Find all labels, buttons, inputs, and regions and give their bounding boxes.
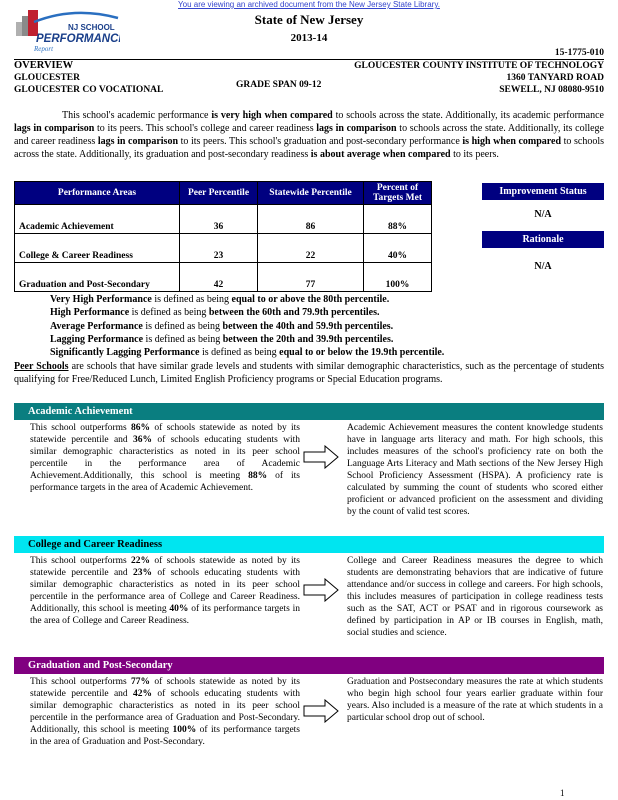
definition-connector: is defined as being [151,294,232,305]
cell-statewide: 86 [258,205,364,234]
definition-line [50,293,444,306]
section-measure-description: Graduation and Postsecondary measures the rate at which students who begin high school four years earlier graduate within four years. Also included is a measure of the rate at which students in a particular school drop out of school. [347,677,603,723]
cell-peer: 36 [180,205,258,234]
definition-connector: is defined as being [142,320,223,332]
summary-run: of its performance targets in the area of College and Career Readiness. [30,604,300,626]
logo-line3: Report [34,45,54,53]
intro-run: to its peers. [450,149,499,160]
performance-definitions [50,293,444,359]
summary-run: This school outperforms [30,423,132,433]
definition-term: Lagging Performance [50,333,144,345]
summary-run: 22% [131,556,151,566]
definition-line [50,346,444,359]
summary-run: 86% [131,423,151,433]
col-targets-met: Percent of Targets Met [364,182,432,205]
definition-line [50,306,444,319]
school-name: GLOUCESTER COUNTY INSTITUTE OF TECHNOLOGY [354,61,604,71]
definition-term: Significantly Lagging Performance [50,347,200,359]
definition-line [50,320,444,333]
page-title: State of New Jersey [254,12,364,27]
col-peer-percentile: Peer Percentile [180,182,258,205]
page-number: 1 [560,788,565,798]
cell-targets: 100% [364,263,432,292]
summary-run: of its performance targets in the area of Graduation and Post-Secondary. [30,725,300,747]
summary-run: of its performance targets in the area of Academic Achievement. [30,471,300,493]
county-name: GLOUCESTER [14,73,80,83]
cell-peer: 42 [180,263,258,292]
section-measure-description: College and Career Readiness measures the degree to which students are demonstrating behaviors that are indicative of future attendance and/or success in college and careers. For high schools, this includes measures of participation in college readiness tests such as the SAT, ACT or PSAT and in rigorous coursework as defined by participation in AP or IB courses in English, math, social studies and science. [347,556,603,638]
section-header: Graduation and Post-Secondary [14,657,604,674]
summary-run: of schools educating students with similar demographic characteristics as noted in its peer school percentile in the performance area of Academic Achievement.Additionally, this school is meeting [30,435,300,481]
summary-run: This school outperforms [30,677,132,687]
intro-run: is about average when compared [310,149,451,160]
cell-targets: 40% [364,234,432,263]
summary-run: of schools educating students with similar demographic characteristics as noted in its peer school percentile in the performance area of College and Career Readiness. Additionally, this school is meeting [30,568,300,614]
cell-statewide: 22 [258,234,364,263]
summary-run: 88% [248,471,268,481]
performance-table [14,181,432,292]
improvement-status-value: N/A [534,209,552,220]
summary-run: of schools educating students with similar demographic characteristics as noted in its peer school percentile in the performance area of Graduation and Post-Secondary. Additionally, this school is meeting [30,689,300,735]
summary-run: This school outperforms [30,556,132,566]
definition-rule: equal to or above the 80th percentile. [231,294,390,305]
intro-run: lags in comparison [14,123,95,134]
section-school-summary [30,422,300,494]
intro-run: is high when compared [462,136,562,147]
performance-table-header [15,182,432,205]
intro-run: to schools across the state. Additionally, its graduation and post-secondary readiness [14,136,605,160]
col-statewide-percentile: Statewide Percentile [258,182,364,205]
district-name: GLOUCESTER CO VOCATIONAL [14,85,164,95]
cell-statewide: 77 [258,263,364,292]
definition-rule: equal to or below the 19.9th percentile. [279,347,445,359]
definition-connector: is defined as being [143,333,223,345]
cell-area: College & Career Readiness [15,234,180,263]
intro-run: This school's academic performance [62,110,212,121]
section-school-summary [30,555,300,627]
overview-rule [14,59,604,60]
col-performance-areas: Performance Areas [15,182,180,205]
overview-summary [14,109,604,161]
definition-connector: is defined as being [129,307,209,319]
school-address: 1360 TANYARD ROAD [506,73,604,83]
school-city: SEWELL, NJ 08080-9510 [499,85,604,95]
intro-run: to schools across the state. Additionally, its college and career readiness [14,123,604,147]
section-school-summary [30,676,300,748]
definition-rule: between the 20th and 39.9th percentiles. [222,333,394,345]
section-header: Academic Achievement [14,403,604,420]
cell-area: Academic Achievement [15,205,180,234]
rationale-value: N/A [534,261,552,272]
definition-term: Average Performance [50,320,143,332]
summary-run: 77% [131,677,151,687]
table-row [15,263,432,292]
definition-term: High Performance [50,307,130,319]
summary-run: 23% [133,568,153,578]
definition-term: Very High Performance [50,294,152,305]
definition-rule: between the 40th and 59.9th percentiles. [222,320,394,332]
logo-line1: NJ SCHOOL [68,23,115,32]
school-code: 15-1775-010 [554,48,604,58]
cell-area: Graduation and Post-Secondary [15,263,180,292]
summary-run: 36% [133,435,153,445]
grade-span: GRADE SPAN 09-12 [236,80,322,90]
right-arrow-icon [303,699,339,723]
archive-notice-link[interactable]: You are viewing an archived document from the New Jersey State Library. [178,0,440,9]
intro-run: to its peers. This school's graduation and post-secondary performance [178,136,463,147]
school-year: 2013-14 [290,32,328,44]
overview-heading: OVERVIEW [14,60,74,71]
cell-peer: 23 [180,234,258,263]
rationale-box [482,231,604,272]
peer-schools-note [14,361,604,386]
definition-connector: is defined as being [199,347,280,359]
intro-run: to its peers. This school's college and career readiness [94,123,317,134]
performance-table-wrap [14,181,432,292]
improvement-status-box [482,183,604,220]
summary-run: of schools statewide as noted by its statewide percentile and [30,556,300,578]
intro-run: lags in comparison [97,136,179,147]
logo-line2: PERFORMANCE [36,33,120,45]
definition-rule: between the 60th and 79.9th percentiles. [208,307,380,319]
intro-run: lags in comparison [316,123,397,134]
right-arrow-icon [303,445,339,469]
summary-run: 40% [169,604,189,614]
summary-run: 42% [133,689,153,699]
table-row [15,234,432,263]
section-measure-description: Academic Achievement measures the content knowledge students have in language arts literacy and math. For high schools, this includes measures of the school's proficiency rate on both the Language Arts Literacy and Math sections of the New Jersey High School Proficiency Assessment (HSPA). A proficiency rate is calculated by summing the count of students who scored either proficient or advanced proficient on the assessment and dividing by the count of valid test scores. [347,423,603,517]
improvement-status-label: Improvement Status [482,183,604,200]
summary-run: 100% [172,725,197,735]
peer-schools-term: Peer Schools [14,361,69,372]
peer-schools-text: are schools that have similar grade levels and students with similar demographic characteristics, such as the percentage of students qualifying for Free/Reduced Lunch, Limited English Proficiency programs or Special Education programs. [14,361,604,385]
summary-run: of schools statewide as noted by its statewide percentile and [30,677,300,699]
rationale-label: Rationale [482,231,604,248]
intro-run: is very high when compared [211,110,333,121]
section-header: College and Career Readiness [14,536,604,553]
summary-run: of schools statewide as noted by its statewide percentile and [30,423,300,445]
cell-targets: 88% [364,205,432,234]
definition-line [50,333,444,346]
table-row [15,205,432,234]
intro-run: to schools across the state. Additionally, its academic performance [332,110,604,121]
right-arrow-icon [303,578,339,602]
